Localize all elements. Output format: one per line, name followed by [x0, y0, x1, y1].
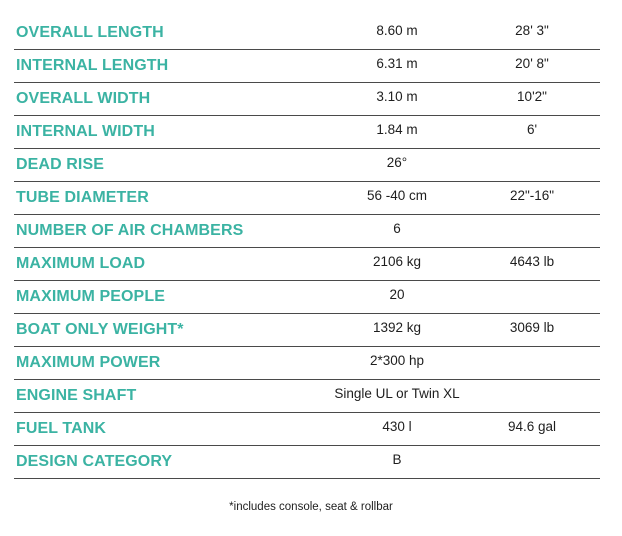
spec-value: Single UL or Twin XL — [334, 386, 460, 401]
spec-label: BOAT ONLY WEIGHT* — [16, 321, 184, 338]
spec-label: INTERNAL WIDTH — [16, 123, 155, 140]
spec-metric-value: 2106 kg — [372, 254, 422, 269]
spec-row-air-chambers — [14, 215, 600, 248]
spec-row-tube-diameter — [14, 182, 600, 215]
spec-row-engine-shaft — [14, 380, 600, 413]
spec-imperial-value: 3069 lb — [509, 320, 555, 335]
spec-value: 2*300 hp — [369, 353, 425, 368]
spec-label: MAXIMUM LOAD — [16, 255, 146, 272]
spec-label: INTERNAL LENGTH — [16, 57, 169, 74]
spec-row-maximum-load — [14, 248, 600, 281]
spec-row-internal-length — [14, 50, 600, 83]
spec-value: B — [392, 452, 402, 467]
spec-row-maximum-people — [14, 281, 600, 314]
spec-row-overall-length — [14, 17, 600, 50]
spec-value: 20 — [389, 287, 405, 302]
spec-row-internal-width — [14, 116, 600, 149]
spec-row-fuel-tank — [14, 413, 600, 446]
spec-metric-value: 8.60 m — [376, 23, 418, 38]
spec-imperial-value: 94.6 gal — [507, 419, 557, 434]
footnote: *includes console, seat & rollbar — [229, 501, 393, 513]
spec-imperial-value: 10'2" — [517, 89, 547, 104]
spec-row-overall-width — [14, 83, 600, 116]
spec-metric-value: 3.10 m — [376, 89, 418, 104]
spec-label: DESIGN CATEGORY — [16, 453, 173, 470]
spec-label: DEAD RISE — [16, 156, 105, 173]
spec-row-boat-only-weight — [14, 314, 600, 347]
spec-label: NUMBER OF AIR CHAMBERS — [16, 222, 244, 239]
spec-label: OVERALL WIDTH — [16, 90, 151, 107]
spec-label: ENGINE SHAFT — [16, 387, 137, 404]
spec-imperial-value: 22"-16" — [509, 188, 555, 203]
spec-row-dead-rise — [14, 149, 600, 182]
spec-imperial-value: 6' — [526, 122, 538, 137]
spec-metric-value: 430 l — [382, 419, 412, 434]
spec-label: FUEL TANK — [16, 420, 107, 437]
spec-metric-value: 6.31 m — [376, 56, 418, 71]
spec-label: TUBE DIAMETER — [16, 189, 149, 206]
spec-imperial-value: 20' 8" — [515, 56, 549, 71]
spec-row-maximum-power — [14, 347, 600, 380]
spec-metric-value: 1392 kg — [372, 320, 422, 335]
spec-metric-value: 1.84 m — [376, 122, 418, 137]
spec-table — [14, 17, 600, 479]
spec-imperial-value: 4643 lb — [509, 254, 555, 269]
spec-imperial-value: 28' 3" — [515, 23, 549, 38]
spec-metric-value: 56 -40 cm — [366, 188, 428, 203]
spec-label: MAXIMUM PEOPLE — [16, 288, 165, 305]
spec-value: 26° — [386, 155, 408, 170]
spec-label: MAXIMUM POWER — [16, 354, 161, 371]
spec-row-design-category — [14, 446, 600, 479]
spec-value: 6 — [393, 221, 401, 236]
spec-label: OVERALL LENGTH — [16, 24, 164, 41]
